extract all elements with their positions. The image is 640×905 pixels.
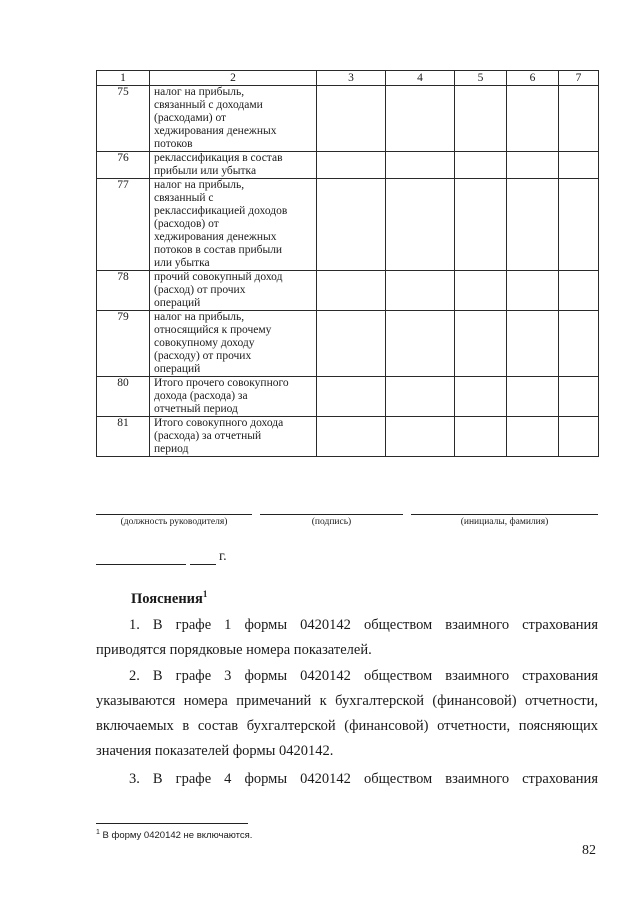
- table-header-row: [97, 71, 599, 86]
- row-description-line: (расходу) от прочих: [154, 350, 252, 362]
- empty-cell: [455, 311, 507, 377]
- row-description-line: связанный с доходами: [154, 99, 263, 111]
- empty-cell: [386, 152, 455, 179]
- row-description-line: совокупному доходу: [154, 337, 255, 349]
- row-description-line: (расходами) от: [154, 112, 227, 124]
- row-number: 81: [97, 417, 150, 457]
- row-description-line: период: [154, 443, 189, 455]
- row-description-line: потоков в состав прибыли: [154, 244, 283, 256]
- column-header: 3: [317, 71, 386, 86]
- row-number: 80: [97, 377, 150, 417]
- footnote-text: В форму 0420142 не включаются.: [102, 830, 253, 842]
- paragraph-body: 3. В графе 4 формы 0420142 обществом взаимного страхования: [129, 771, 598, 787]
- row-description-line: Итого совокупного дохода: [154, 417, 284, 429]
- row-description-line: налог на прибыль,: [154, 311, 245, 323]
- column-header: 7: [559, 71, 599, 86]
- row-description-line: хеджирования денежных: [154, 125, 277, 137]
- signature-label: (подпись): [311, 517, 352, 527]
- empty-cell: [317, 417, 386, 457]
- paragraph-last-line: значения показателей формы 0420142.: [96, 743, 334, 759]
- column-header: 4: [386, 71, 455, 86]
- row-description: [150, 377, 317, 417]
- paragraph-3: [96, 767, 598, 792]
- row-number: 78: [97, 271, 150, 311]
- empty-cell: [559, 86, 599, 152]
- row-description-line: хеджирования денежных: [154, 231, 277, 243]
- paragraph-body: 2. В графе 3 формы 0420142 обществом взаимного страхования указываются номера примечаний к бухгалтерской (финансовой) отчетности, включаемых в состав бухгалтерской (финансовой) отчетности, поясняющих: [96, 668, 598, 734]
- empty-cell: [386, 311, 455, 377]
- empty-cell: [559, 377, 599, 417]
- row-description-line: операций: [154, 297, 201, 309]
- report-table: [96, 70, 599, 457]
- row-description-line: отчетный период: [154, 403, 238, 415]
- empty-cell: [317, 86, 386, 152]
- table-row: [97, 86, 599, 152]
- row-description-line: реклассификацией доходов: [154, 205, 288, 217]
- empty-cell: [559, 152, 599, 179]
- row-description-line: связанный с: [154, 192, 214, 204]
- empty-cell: [455, 152, 507, 179]
- row-description-line: потоков: [154, 138, 193, 150]
- empty-cell: [317, 271, 386, 311]
- date-suffix: г.: [219, 549, 227, 564]
- empty-cell: [455, 86, 507, 152]
- table-row: [97, 271, 599, 311]
- date-year-line: [190, 564, 216, 565]
- empty-cell: [507, 179, 559, 271]
- row-description-line: относящийся к прочему: [154, 324, 272, 336]
- row-description-line: налог на прибыль,: [154, 179, 245, 191]
- row-description-line: (расхода) за отчетный: [154, 430, 262, 442]
- signature-line: [260, 514, 403, 515]
- empty-cell: [317, 377, 386, 417]
- row-description-line: (расходов) от: [154, 218, 219, 230]
- empty-cell: [559, 271, 599, 311]
- empty-cell: [455, 377, 507, 417]
- empty-cell: [507, 417, 559, 457]
- row-description: [150, 179, 317, 271]
- row-description: [150, 271, 317, 311]
- column-header: 1: [97, 71, 150, 86]
- footnote: [96, 829, 252, 841]
- row-description: [150, 152, 317, 179]
- row-number: 75: [97, 86, 150, 152]
- column-header: 6: [507, 71, 559, 86]
- footnote-number: 1: [96, 829, 100, 836]
- empty-cell: [386, 179, 455, 271]
- row-description: [150, 311, 317, 377]
- empty-cell: [317, 179, 386, 271]
- empty-cell: [386, 377, 455, 417]
- page-number: 82: [582, 843, 596, 858]
- paragraph-last-line: приводятся порядковые номера показателей.: [96, 642, 372, 658]
- row-description: [150, 86, 317, 152]
- empty-cell: [507, 152, 559, 179]
- row-description-line: Итого прочего совокупного: [154, 377, 289, 389]
- empty-cell: [386, 271, 455, 311]
- footnote-mark: 1: [202, 589, 208, 599]
- date-line: [96, 564, 186, 565]
- empty-cell: [386, 86, 455, 152]
- name-label: (инициалы, фамилия): [460, 517, 549, 527]
- table-row: [97, 311, 599, 377]
- empty-cell: [317, 152, 386, 179]
- paragraph-1: [96, 613, 598, 663]
- name-signature-line: [411, 514, 598, 515]
- empty-cell: [507, 86, 559, 152]
- row-description-line: налог на прибыль,: [154, 86, 245, 98]
- paragraph-body: 1. В графе 1 формы 0420142 обществом взаимного страхования: [129, 617, 598, 633]
- column-header: 2: [150, 71, 317, 86]
- row-description-line: прибыли или убытка: [154, 165, 257, 177]
- row-number: 79: [97, 311, 150, 377]
- explanations-title: Пояснения: [131, 590, 203, 607]
- empty-cell: [455, 417, 507, 457]
- row-description-line: прочий совокупный доход: [154, 271, 283, 283]
- empty-cell: [507, 311, 559, 377]
- table-row: [97, 377, 599, 417]
- row-description-line: реклассификация в состав: [154, 152, 283, 164]
- empty-cell: [317, 311, 386, 377]
- row-description-line: или убытка: [154, 257, 210, 269]
- row-description-line: (расход) от прочих: [154, 284, 246, 296]
- empty-cell: [507, 377, 559, 417]
- empty-cell: [559, 179, 599, 271]
- empty-cell: [455, 179, 507, 271]
- table-row: [97, 152, 599, 179]
- empty-cell: [559, 417, 599, 457]
- paragraph-2: [96, 664, 598, 764]
- table-row: [97, 179, 599, 271]
- column-header: 5: [455, 71, 507, 86]
- row-number: 77: [97, 179, 150, 271]
- row-description: [150, 417, 317, 457]
- row-description-line: дохода (расхода) за: [154, 390, 248, 402]
- row-number: 76: [97, 152, 150, 179]
- empty-cell: [455, 271, 507, 311]
- position-signature-line: [96, 514, 252, 515]
- empty-cell: [559, 311, 599, 377]
- empty-cell: [507, 271, 559, 311]
- explanations-heading: [131, 589, 207, 608]
- empty-cell: [386, 417, 455, 457]
- footnote-rule: [96, 823, 248, 824]
- table-row: [97, 417, 599, 457]
- row-description-line: операций: [154, 363, 201, 375]
- position-label: (должность руководителя): [120, 517, 228, 527]
